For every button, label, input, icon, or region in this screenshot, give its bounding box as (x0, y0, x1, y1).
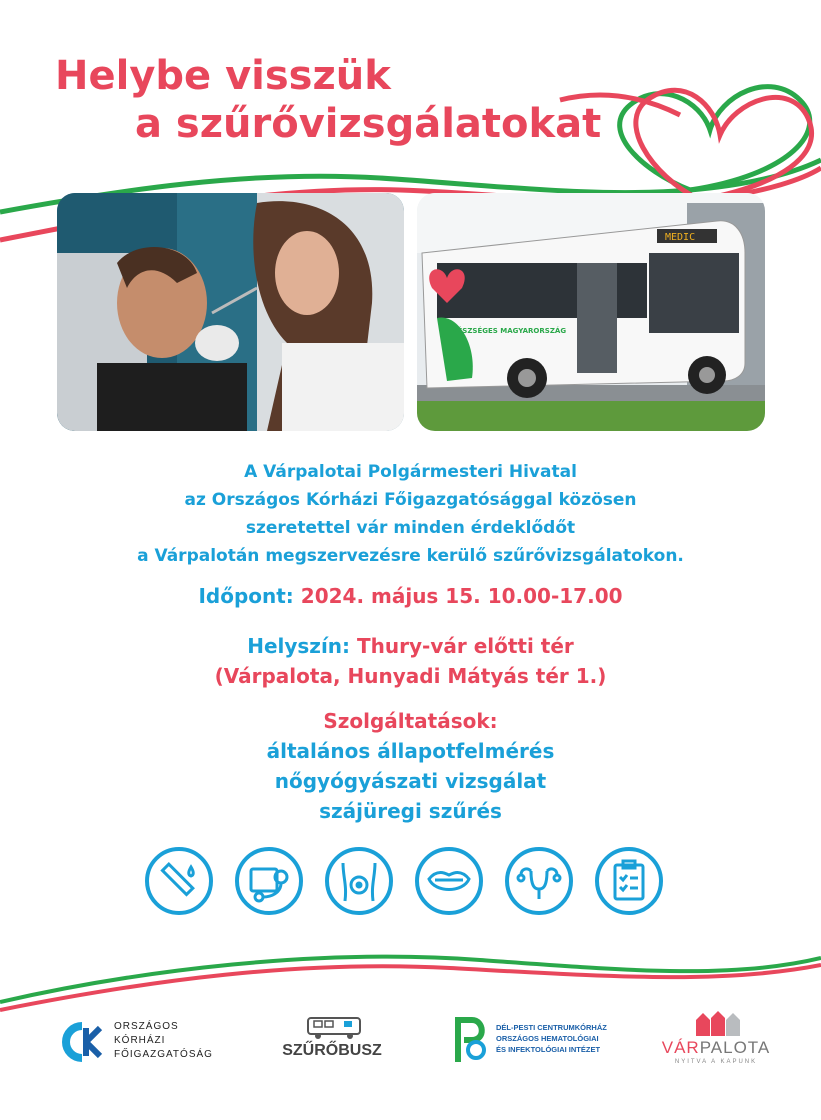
place-label: Helyszín: (247, 634, 351, 658)
test-strip-icon (145, 847, 213, 915)
place-address: (Várpalota, Hunyadi Mátyás tér 1.) (214, 664, 607, 688)
screening-bus-photo (417, 193, 765, 431)
okfo-logo (62, 1018, 232, 1068)
service-icons-row (145, 847, 685, 917)
service-item: szájüregi szűrés (319, 799, 502, 823)
mouth-icon (415, 847, 483, 915)
szurobusz-logo (272, 1016, 392, 1064)
blood-pressure-icon (235, 847, 303, 915)
intro-text (0, 458, 821, 570)
bottom-ribbon-decoration (0, 940, 821, 1020)
place-value: Thury-vár előtti tér (357, 634, 574, 658)
delpesti-line-2: ORSZÁGOS HEMATOLÓGIAI (496, 1034, 599, 1043)
okfo-line-1: ORSZÁGOS (114, 1021, 179, 1032)
bus-decal-text: EGÉSZSÉGES MAGYARORSZÁG (447, 327, 567, 335)
service-item: nőgyógyászati vizsgálat (274, 769, 547, 793)
clipboard-icon (595, 847, 663, 915)
delpesti-logo (452, 1014, 632, 1066)
delpesti-line-1: DÉL-PESTI CENTRUMKÓRHÁZ (496, 1023, 607, 1032)
intro-line-4: a Várpalotán megszervezésre kerülő szűrővizsgálatokon. (137, 546, 684, 566)
bus-destination-sign: MEDIC (665, 232, 696, 243)
intro-line-3: szeretettel vár minden érdeklődőt (245, 518, 576, 538)
title-line-2: a szűrővizsgálatokat (135, 101, 602, 147)
services-label: Szolgáltatások: (323, 709, 498, 733)
time-label: Időpont: (198, 584, 294, 608)
okfo-line-3: FŐIGAZGATÓSÁG (114, 1049, 213, 1060)
event-time (0, 581, 821, 611)
dental-exam-photo (57, 193, 404, 431)
services-section (0, 706, 821, 826)
szurobusz-text: SZŰRŐBUSZ (282, 1042, 382, 1059)
time-value: 2024. május 15. 10.00-17.00 (300, 584, 623, 608)
varpalota-tagline: NYITVA A KAPUNK (674, 1059, 758, 1065)
varpalota-text-a: VÁR (661, 1038, 700, 1057)
delpesti-line-3: ÉS INFEKTOLÓGIAI INTÉZET (496, 1045, 601, 1054)
uterus-icon (505, 847, 573, 915)
varpalota-logo (660, 1010, 772, 1070)
intro-line-1: A Várpalotai Polgármesteri Hivatal (244, 462, 577, 482)
title-line-1: Helybe visszük (55, 53, 391, 99)
intro-line-2: az Országos Kórházi Főigazgatósággal közösen (184, 490, 637, 510)
varpalota-text-b: PALOTA (699, 1038, 771, 1057)
breast-exam-icon (325, 847, 393, 915)
page-title (55, 52, 601, 148)
event-location (0, 631, 821, 691)
service-item: általános állapotfelmérés (266, 739, 555, 763)
okfo-line-2: KÓRHÁZI (114, 1035, 166, 1046)
